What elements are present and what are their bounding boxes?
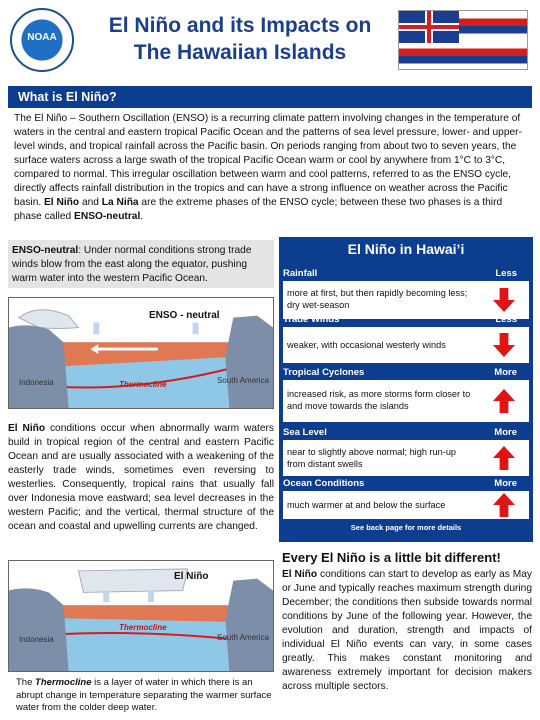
enso-neutral-lead: ENSO-neutral: [12, 245, 79, 256]
arrow-down-icon: [493, 333, 515, 357]
arrow-up-icon: [493, 493, 515, 517]
impact-rainfall-header: [283, 267, 529, 281]
intro-el-nino: El Niño: [44, 197, 80, 208]
impact-sea-level-trend: More: [494, 427, 517, 438]
different-text: conditions can start to develop as early as May or June and typically reaches maximum strength during December; the conditions then subside towards normal conditions by June of the following year. However, the evolution and duration, strength and impacts of individual El Niño events can vary, in some cases greatly. This makes constant monitoring and awareness extremely important for decision makers across multiple sectors.: [282, 569, 532, 692]
header: [0, 0, 540, 80]
different-paragraph: [282, 568, 532, 694]
impact-ocean-conditions-desc: much warmer at and below the surface: [287, 500, 446, 510]
impact-tropical-cyclones-desc: increased risk, as more storms form closer to and move towards the islands: [287, 389, 471, 411]
diagram-neutral-west: Indonesia: [19, 378, 54, 387]
panel-title: El Niño in Hawai’i: [347, 241, 465, 257]
noaa-logo: [10, 8, 74, 72]
impact-sea-level-name: Sea Level: [283, 427, 327, 438]
diagram-el-nino-thermocline: Thermocline: [119, 623, 167, 632]
impact-tropical-cyclones-trend: More: [494, 367, 517, 378]
diagram-el-nino-east: South America: [217, 633, 270, 642]
different-lead: El Niño: [282, 569, 318, 580]
enso-neutral-box: [8, 240, 274, 288]
panel-footer-note: See back page for more details: [350, 523, 462, 532]
impact-tropical-cyclones-body: [283, 380, 529, 422]
title-line-1: El Niño and its Impacts on: [108, 14, 372, 37]
impact-sea-level-body: [283, 440, 529, 476]
impact-trade-winds-name: Trade Winds: [283, 314, 340, 325]
thermocline-note-pre: The: [16, 677, 36, 688]
intro-mid: are the extreme phases of the ENSO cycle; between these two phases is a third phase called: [14, 197, 503, 222]
intro-end: .: [140, 211, 144, 222]
impact-trade-winds-body: [283, 327, 529, 363]
thermocline-note-text: is a layer of water in which there is an abrupt change in temperature separating the warmer surface water from the colder deep water.: [16, 677, 272, 713]
impact-rainfall-desc: more at first, but then rapidly becoming less; dry wet-season: [287, 288, 468, 310]
diagram-el-nino-label: El Niño: [174, 571, 209, 582]
el-nino-text: conditions occur when abnormally warm waters build in tropical region of the central and eastern Pacific Ocean and are usually associated with a weakening of the easterly trade winds, sometimes even reversing to westerlies. Consequently, tropical rains that usually fall over Indonesia move eastward; sea level decreases in the western Pacific; and the vertical, thermal structure of the ocean and coastal and upwelling currents are changed.: [8, 423, 275, 532]
el-nino-lead: El Niño: [8, 423, 46, 434]
diagram-neutral-label: ENSO - neutral: [149, 310, 220, 321]
impact-tropical-cyclones-name: Tropical Cyclones: [283, 367, 365, 378]
diagram-el-nino-west: Indonesia: [19, 635, 54, 644]
impact-trade-winds-trend: Less: [495, 314, 517, 325]
page-title: [90, 12, 390, 66]
impact-ocean-conditions-trend: More: [494, 478, 517, 489]
arrow-down-icon: [493, 288, 515, 312]
union-jack-cross: [399, 11, 459, 43]
intro-and: and: [79, 197, 102, 208]
diagram-neutral-east: South America: [217, 376, 270, 385]
impact-ocean-conditions-header: [283, 477, 529, 491]
intro-paragraph: [14, 112, 528, 224]
enso-neutral-text: : Under normal conditions strong trade winds blow from the east along the equator, pushing warm water into the western Pacific Ocean.: [12, 245, 252, 284]
logo-text: NOAA: [27, 32, 57, 43]
hawaii-impacts-panel: [279, 237, 533, 542]
thermocline-note: [16, 677, 276, 715]
enso-neutral-diagram: [8, 297, 274, 409]
impact-sea-level-desc: near to slightly above normal; high run-up from distant swells: [287, 447, 457, 469]
el-nino-diagram: [8, 560, 274, 672]
arrow-up-icon: [493, 389, 515, 413]
intro-la-nina: La Niña: [101, 197, 139, 208]
impact-ocean-conditions-body: [283, 491, 529, 519]
impact-rainfall-trend: Less: [495, 268, 517, 279]
impact-sea-level-header: [283, 426, 529, 440]
impact-rainfall-name: Rainfall: [283, 268, 318, 279]
el-nino-conditions-paragraph: [8, 422, 274, 534]
impact-ocean-conditions-name: Ocean Conditions: [283, 478, 365, 489]
section-heading-different: Every El Niño is a little bit different!: [282, 550, 501, 565]
impact-tropical-cyclones-header: [283, 366, 529, 380]
impact-trade-winds-desc: weaker, with occasional westerly winds: [287, 340, 446, 350]
impact-trade-winds-header: [283, 313, 529, 327]
arrow-up-icon: [493, 446, 515, 470]
title-line-2: The Hawaiian Islands: [133, 41, 347, 64]
diagram-neutral-thermocline: Thermocline: [119, 380, 167, 389]
section-heading-what-is: What is El Niño?: [8, 86, 532, 108]
thermocline-term: Thermocline: [35, 677, 92, 688]
hawaii-flag-icon: [398, 10, 528, 70]
intro-enso-neutral: ENSO-neutral: [74, 211, 141, 222]
intro-text: The El Niño – Southern Oscillation (ENSO) is a recurring climate pattern involving changes in the temperature of waters in the central and eastern tropical Pacific Ocean and the patterns of sea level pressure, lower- and upper-level winds, and tropical rainfall across the Pacific basin. On periods ranging from about two to seven years, the surface waters across a large swath of the tropical Pacific Ocean warm or cool by anywhere from 1°C to 3°C, compared to normal. This irregular oscillation between warm and cool patterns, referred to as the ENSO cycle, directly affects rainfall distribution in the tropics and can have a strong influence on weather across the Pacific basin.: [14, 113, 522, 208]
